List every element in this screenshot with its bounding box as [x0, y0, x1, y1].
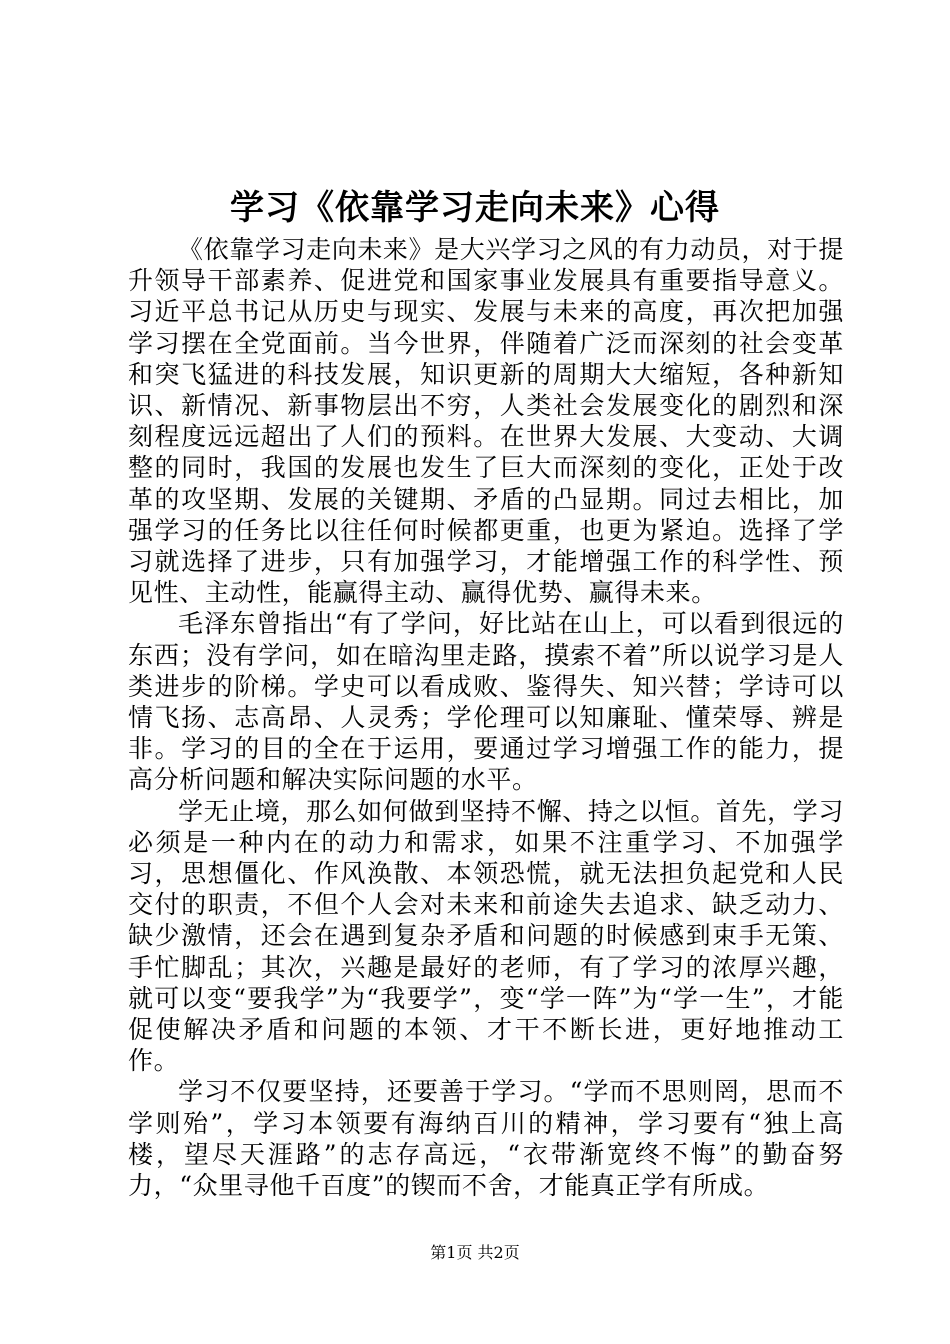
document-body: [128, 234, 844, 1201]
paragraph: 《依靠学习走向未来》是大兴学习之风的有力动员，对于提升领导干部素养、促进党和国家事业发展具有重要指导意义。习近平总书记从历史与现实、发展与未来的高度，再次把加强学习摆在全党面前。当今世界，伴随着广泛而深刻的社会变革和突飞猛进的科技发展，知识更新的周期大大缩短，各种新知识、新情况、新事物层出不穷，人类社会发展变化的剧烈和深刻程度远远超出了人们的预料。在世界大发展、大变动、大调整的同时，我国的发展也发生了巨大而深刻的变化，正处于改革的攻坚期、发展的关键期、矛盾的凸显期。同过去相比，加强学习的任务比以往任何时候都更重，也更为紧迫。选择了学习就选择了进步，只有加强学习，才能增强工作的科学性、预见性、主动性，能赢得主动、赢得优势、赢得未来。: [128, 235, 844, 608]
document-title: 学习《依靠学习走向未来》心得: [230, 188, 720, 228]
page-number-footer: 第1页 共2页: [430, 1243, 520, 1262]
paragraph: 学无止境，那么如何做到坚持不懈、持之以恒。首先，学习必须是一种内在的动力和需求，如果不注重学习、不加强学习，思想僵化、作风涣散、本领恐慌，就无法担负起党和人民交付的职责，不但个人会对未来和前途失去追求、缺乏动力、缺少激情，还会在遇到复杂矛盾和问题的时候感到束手无策、手忙脚乱；其次，兴趣是最好的老师，有了学习的浓厚兴趣，就可以变“要我学”为“我要学”，变“学一阵”为“学一生”，才能促使解决矛盾和问题的本领、才干不断长进，更好地推动工作。: [128, 796, 844, 1076]
paragraph: 毛泽东曾指出“有了学问，好比站在山上，可以看到很远的东西；没有学问，如在暗沟里走路，摸索不着”所以说学习是人类进步的阶梯。学史可以看成败、鉴得失、知兴替；学诗可以情飞扬、志高昂、人灵秀；学伦理可以知廉耻、懂荣辱、辨是非。学习的目的全在于运用，要通过学习增强工作的能力，提高分析问题和解决实际问题的水平。: [128, 609, 844, 795]
paragraph: 学习不仅要坚持，还要善于学习。“学而不思则罔，思而不学则殆”，学习本领要有海纳百川的精神，学习要有“独上高楼，望尽天涯路”的志存高远，“衣带渐宽终不悔”的勤奋努力，“众里寻他千百度”的锲而不舍，才能真正学有所成。: [128, 1077, 844, 1201]
